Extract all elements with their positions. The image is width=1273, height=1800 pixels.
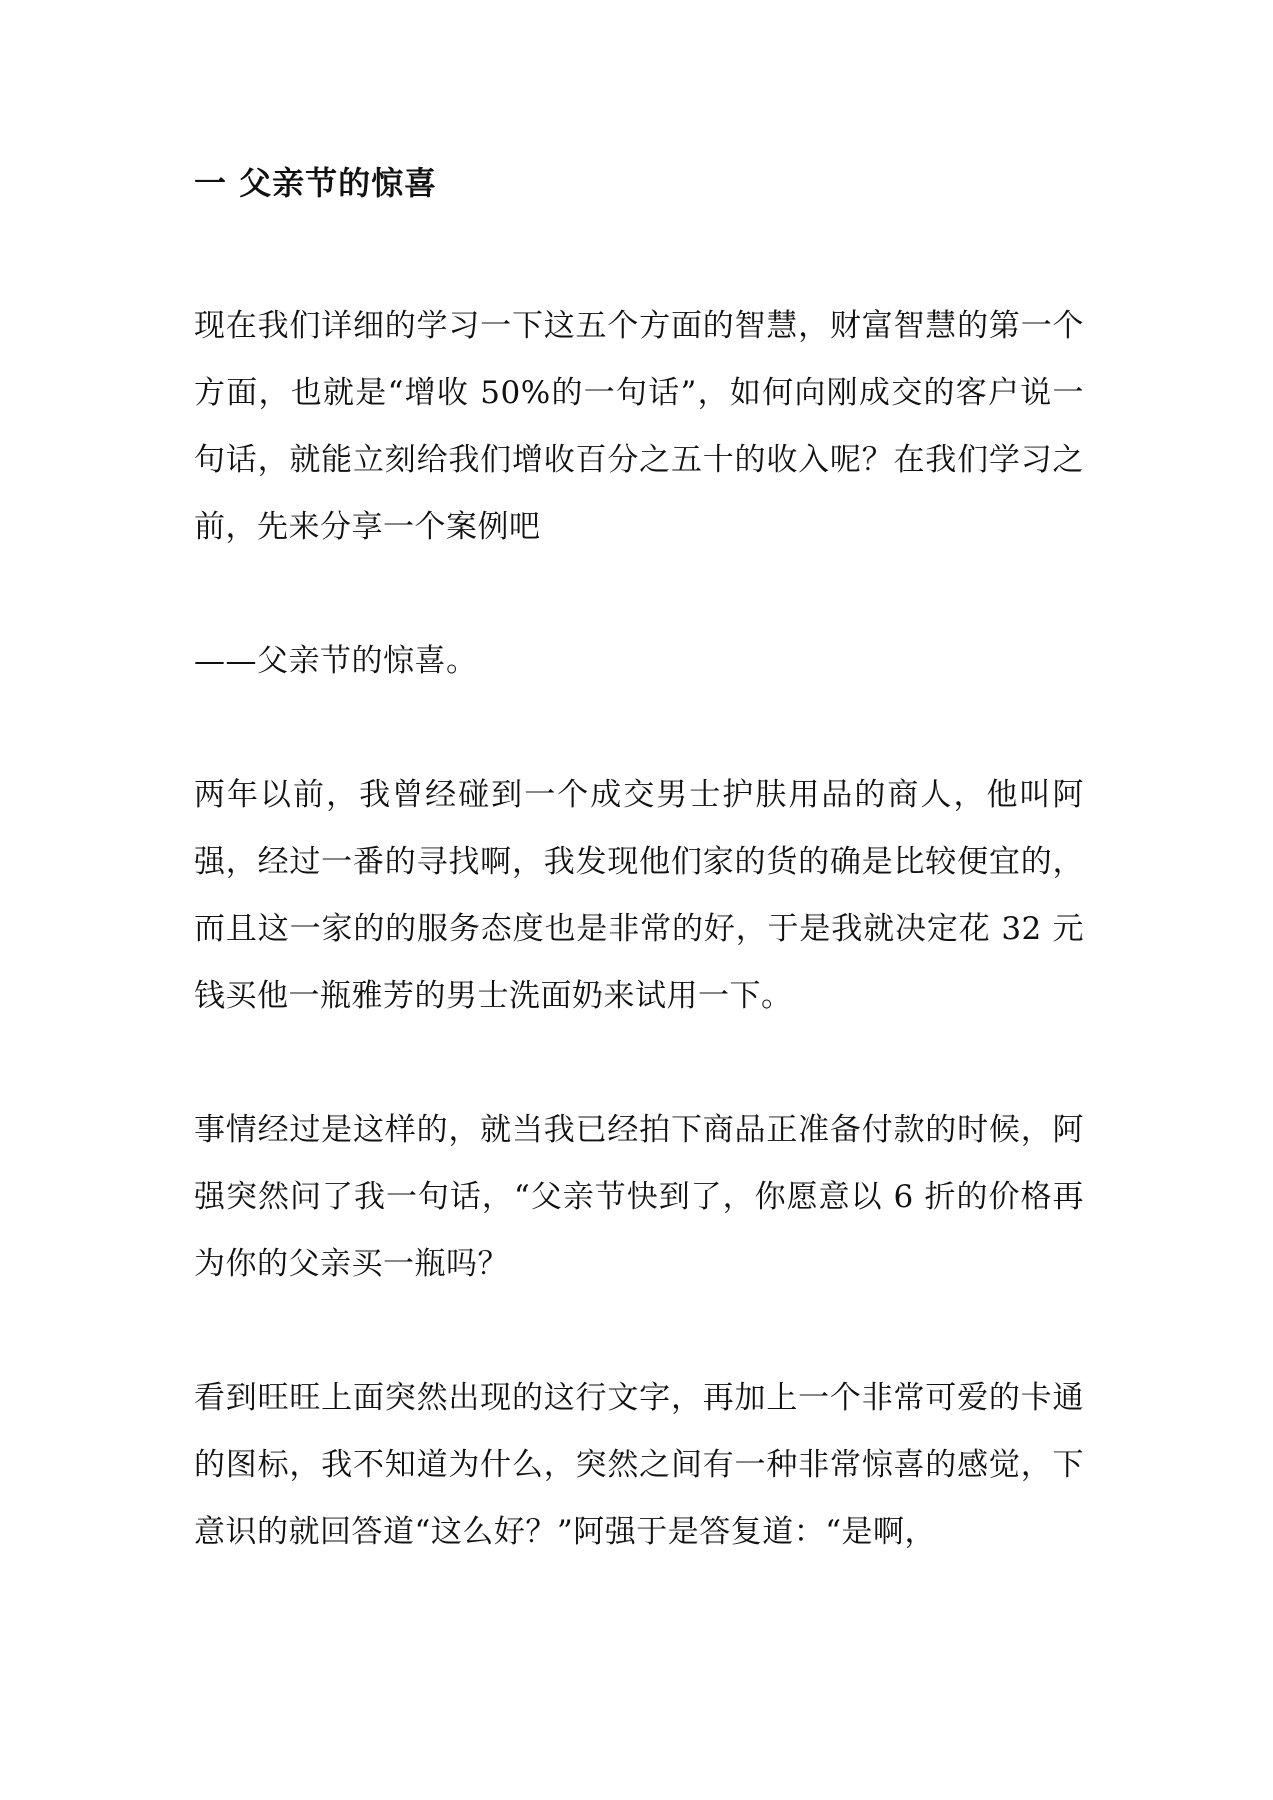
paragraph-case-title: ——父亲节的惊喜。 <box>194 643 478 679</box>
paragraph-story-3: 看到旺旺上面突然出现的这行文字，再加上一个非常可爱的卡通的图标，我不知道为什么，突然之间有一种非常惊喜的感觉，下意识的就回答道“这么好？”阿强于是答复道：“是啊， <box>194 1380 1084 1550</box>
paragraph-story-1: 两年以前，我曾经碰到一个成交男士护肤用品的商人，他叫阿强，经过一番的寻找啊，我发现他们家的货的确是比较便宜的，而且这一家的的服务态度也是非常的好，于是我就决定花 32 元钱买他一瓶雅芳的男士洗面奶来试用一下。 <box>194 777 1084 1014</box>
paragraph-intro: 现在我们详细的学习一下这五个方面的智慧，财富智慧的第一个方面，也就是“增收 50%的一句话”，如何向刚成交的客户说一句话，就能立刻给我们增收百分之五十的收入呢？在我们学习之前，先来分享一个案例吧 <box>194 308 1084 545</box>
section-heading: 一 父亲节的惊喜 <box>194 164 438 202</box>
document-body <box>194 160 1084 1566</box>
paragraph-story-2: 事情经过是这样的，就当我已经拍下商品正准备付款的时候，阿强突然问了我一句话，“父亲节快到了，你愿意以 6 折的价格再为你的父亲买一瓶吗？ <box>194 1112 1084 1282</box>
